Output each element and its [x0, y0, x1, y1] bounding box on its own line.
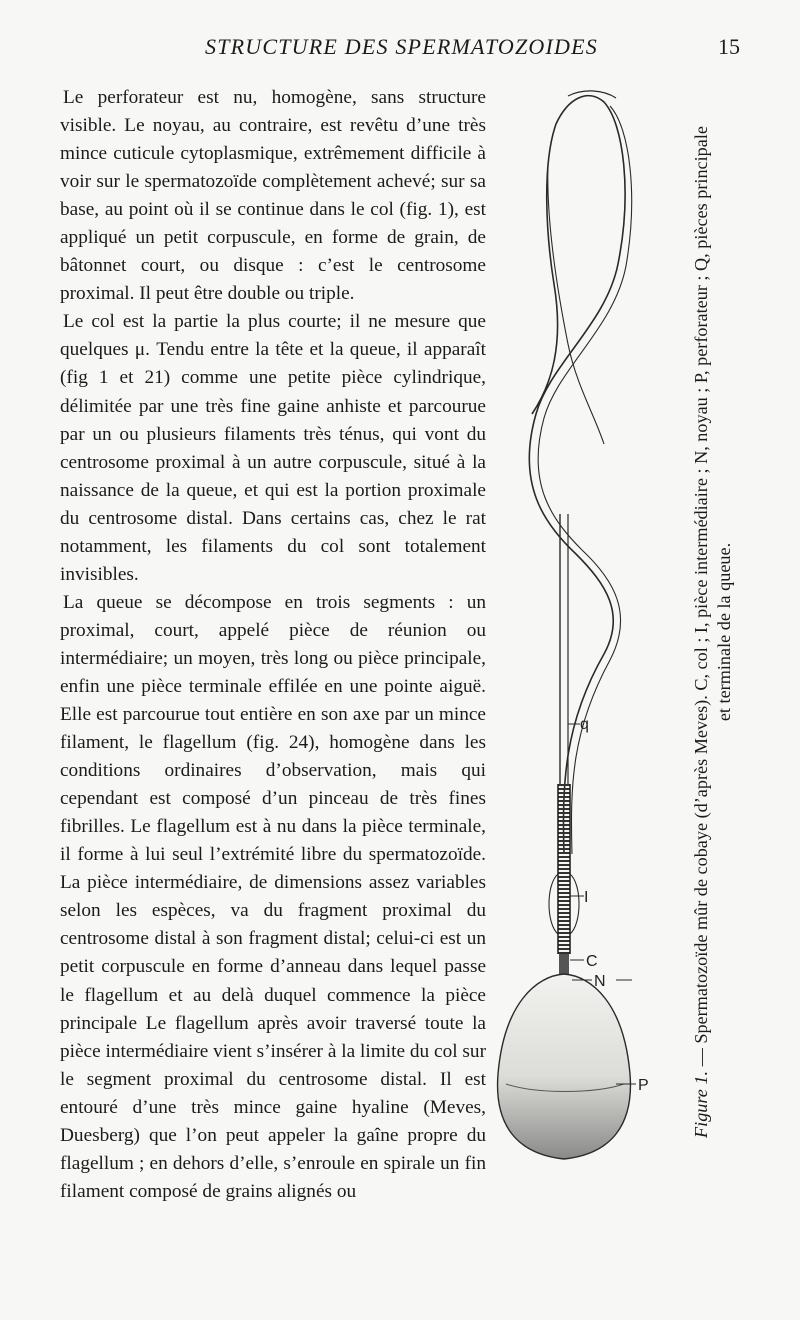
caption-text: — Spermatozoïde mûr de cobaye (d’après Meves). C, col ; I, pièce intermédiaire ; N, noyau ; P, perforateur ; Q, pièces principale: [691, 126, 711, 1071]
caption-line-1: [690, 32, 713, 1232]
tail-loop-inner: [538, 106, 632, 854]
spermatozoid-figure: [476, 84, 682, 1234]
tail-terminal-piece: [568, 91, 616, 98]
running-title: STRUCTURE DES SPERMATOZOIDES: [205, 34, 598, 59]
label-n: N: [594, 973, 606, 990]
body-text: [60, 84, 486, 1206]
label-i: I: [584, 889, 589, 906]
label-c: C: [586, 953, 598, 970]
page-number: 15: [718, 34, 740, 59]
label-q: q: [580, 716, 589, 733]
caption-title: Figure 1.: [691, 1070, 711, 1138]
label-p: P: [638, 1077, 649, 1094]
middle-piece: [558, 784, 570, 954]
sperm-head: [498, 974, 631, 1159]
caption-line-2: et terminale de la queue.: [714, 542, 734, 722]
paragraph-col: Le col est la partie la plus courte; il ne mesure que quelques μ. Tendu entre la tête et la queue, il apparaît (fig 1 et 21) comme une petite pièce cylindrique, délimitée par une très fine gaine anhiste et parcourue par un ou plusieurs filaments très ténus, qui vont du centrosome proximal à un autre corpuscule, situé à la naissance de la queue, et qui est la portion proximale du centrosome distal. Dans certains cas, chez le rat notamment, les filaments du col sont totalement invisibles.: [60, 311, 486, 585]
paragraph-queue: La queue se décompose en trois segments : un proximal, court, appelé pièce de réunion ou intermédiaire; un moyen, très long ou pièce principale, enfin une pièce terminale effilée en une pointe aiguë. Elle est parcourue tout entière en son axe par un mince filament, le flagellum (fig. 24), homogène dans les conditions ordinaires d’observation, mais qui cependant est composé d’un pinceau de très fines fibrilles. Le flagellum est à nu dans la pièce terminale, il forme à lui seul l’extrémité libre du spermatozoïde. La pièce intermédiaire, de dimensions assez variables selon les espèces, va du fragment proximal du centrosome distal à son fragment distal; celui-ci est un petit corpuscule en forme d’anneau dans lequel passe le flagellum et au delà duquel commence la pièce principale Le flagellum après avoir traversé toute la pièce intermédiaire vient s’insérer à la limite du col sur le segment proximal du centrosome distal. Il est entouré d’une très mince gaine hyaline (Meves, Duesberg) que l’on peut appeler la gaîne propre du flagellum ; en dehors d’elle, s’enroule en spirale un fin filament composé de grains alignés ou: [60, 591, 486, 1202]
tail-loop-outline: [529, 96, 625, 854]
neck: [559, 954, 569, 974]
paragraph-perforateur: Le perforateur est nu, homogène, sans structure visible. Le noyau, au contraire, est revêtu d’une très mince cuticule cytoplasmique, extrêmement difficile à voir sur le spermatozoïde complètement achevé; sur sa base, au point où il se continue dans le col (fig. 1), est appliqué un petit corpuscule, en forme de grain, de bâtonnet court, ou disque : c’est le centrosome proximal. Il peut être double ou triple.: [60, 87, 486, 305]
page-header: [0, 34, 800, 64]
spermatozoid-illustration: [476, 84, 682, 1234]
figure-caption: [690, 32, 770, 1232]
